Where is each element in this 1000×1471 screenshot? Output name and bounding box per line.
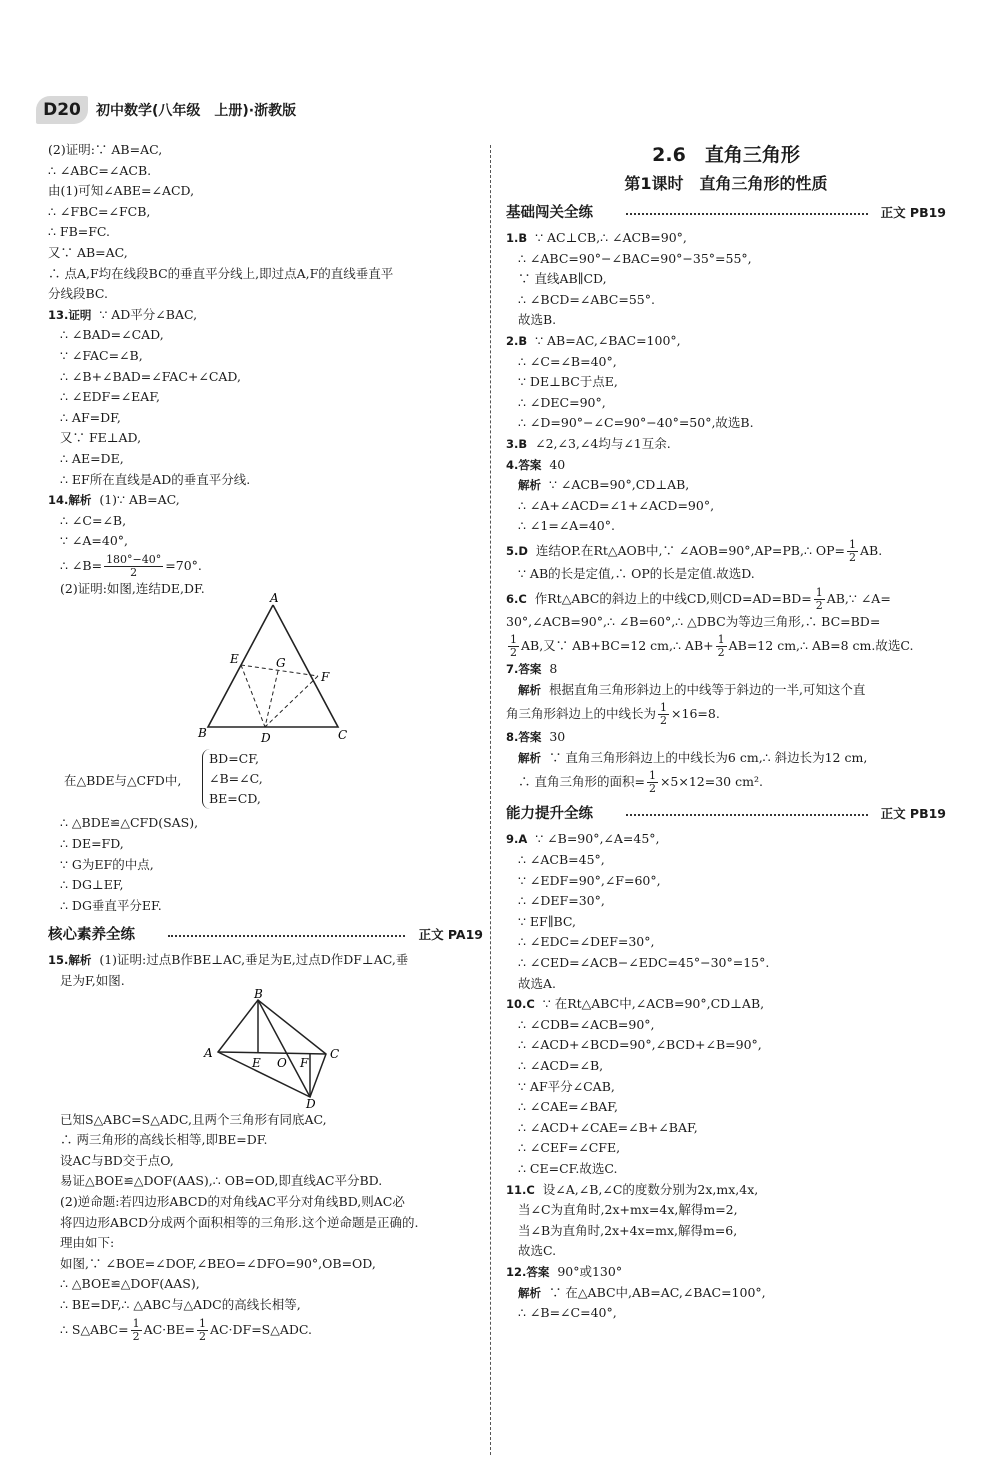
fraction: $\frac{1}{2}$ xyxy=(648,769,656,796)
section-header-ability: 能力提升全练 正文 PB19 xyxy=(506,801,946,827)
formula-line: 角三角形斜边上的中线长为 $\frac{1}{2}$ ×16=8. xyxy=(506,701,720,728)
fraction: $\frac{1}{2}$ xyxy=(717,633,725,660)
analysis-line: 解析 ∵ 直角三角形斜边上的中线长为6 cm,∴ 斜边长为12 cm, xyxy=(518,749,868,765)
point-label: A xyxy=(204,1045,213,1060)
answer-line: ∴ EF所在直线是AD的垂直平分线. xyxy=(60,471,251,487)
fraction: $\frac{1}{2}$ xyxy=(849,537,857,564)
answer-line: ∵ EF∥BC, xyxy=(518,913,577,929)
answer-line: ∴ ∠DEC=90°, xyxy=(518,394,606,410)
answer-line: ∵ DE⊥BC于点E, xyxy=(518,374,618,390)
fraction: $\frac{1}{2}$ xyxy=(510,633,517,660)
answer-line: ∴ DE=FD, xyxy=(60,836,124,852)
answer-line: 故选A. xyxy=(518,975,557,991)
answer-line: ∴ △BDE≌△CFD(SAS), xyxy=(60,815,199,831)
answer-line: ∴ ∠BAD=∠CAD, xyxy=(60,327,164,343)
answer-line: 足为F,如图. xyxy=(60,973,125,989)
point-label: C xyxy=(338,728,348,743)
answer-line: ∵ AB的长是定值,∴ OP的长是定值.故选D. xyxy=(518,565,755,581)
geometry-diagram xyxy=(48,591,483,749)
analysis-line: 解析 ∵ ∠ACB=90°,CD⊥AB, xyxy=(518,477,690,493)
point-label: C xyxy=(330,1046,340,1061)
point-label: F xyxy=(300,1055,309,1070)
answer-line: ∴ 两三角形的高线长相等,即BE=DF. xyxy=(60,1132,268,1148)
answer-line: ∴ BE=DF,∴ △ABC与△ADC的高线长相等, xyxy=(60,1296,301,1312)
answer-line: ∴ ∠ABC=90°−∠BAC=90°−35°=55°, xyxy=(518,250,752,266)
fraction: $\frac{1}{2}$ xyxy=(198,1316,206,1343)
answer-line: 故选C. xyxy=(518,1243,557,1259)
point-label: G xyxy=(276,656,286,671)
answer-line: ∴ ∠ACD+∠CAE=∠B+∠BAF, xyxy=(518,1119,698,1135)
answer-line: 易证△BOE≌△DOF(AAS),∴ OB=OD,即直线AC平分BD. xyxy=(60,1173,383,1189)
answer-line: ∴ 点A,F均在线段BC的垂直平分线上,即过点A,F的直线垂直平 xyxy=(48,265,394,281)
answer-line: (2)证明:∵ AB=AC, xyxy=(48,142,163,157)
answer-line: ∴ ∠CDB=∠ACB=90°, xyxy=(518,1016,655,1032)
answer-line: 设AC与BD交于点O, xyxy=(60,1152,174,1168)
right-column xyxy=(506,140,946,1324)
answer-line: ∴ ∠1=∠A=40°. xyxy=(518,518,615,534)
point-label: E xyxy=(230,652,239,667)
geometry-diagram xyxy=(48,986,483,1111)
answer-line: 又∵ AB=AC, xyxy=(48,244,128,260)
point-label: B xyxy=(198,726,207,741)
answer-line: 30°,∠ACB=90°,∴ ∠B=60°,∴ △DBC为等边三角形,∴ BC=BD= xyxy=(506,613,881,629)
answer-line: ∴ ∠A+∠ACD=∠1+∠ACD=90°, xyxy=(518,497,715,513)
left-column xyxy=(48,140,483,1343)
answer-line: ∴ △BOE≌△DOF(AAS), xyxy=(60,1276,200,1292)
analysis-line: 解析 ∵ 在△ABC中,AB=AC,∠BAC=100°, xyxy=(518,1284,766,1300)
answer-line: ∴ DG垂直平分EF. xyxy=(60,897,162,913)
answer-line: ∴ ∠EDC=∠DEF=30°, xyxy=(518,934,655,950)
question-4: 4.答案 40 xyxy=(506,456,566,472)
answer-line: ∴ ∠D=90°−∠C=90°−40°=50°,故选B. xyxy=(518,415,754,431)
point-label: D xyxy=(261,731,271,746)
answer-line: 当∠C为直角时,2x+mx=4x,解得m=2, xyxy=(518,1202,738,1218)
lesson-title: 第1课时 直角三角形的性质 xyxy=(624,174,828,193)
question-12: 12.答案 90°或130° xyxy=(506,1263,623,1279)
question-number: 14.解析 xyxy=(48,493,92,508)
answer-line: (2)证明:如图,连结DE,DF. xyxy=(60,580,205,596)
book-title: 初中数学(八年级 上册)·浙教版 xyxy=(96,103,297,119)
question-14 xyxy=(48,490,483,511)
question-number: 13.证明 xyxy=(48,307,92,322)
answer-line: ∴ ∠ACD=∠B, xyxy=(518,1058,604,1073)
section-header-basic: 基础闯关全练 正文 PB19 xyxy=(506,200,946,226)
answer-line: 又∵ FE⊥AD, xyxy=(60,430,142,446)
answer-line: ∴ ∠ACB=45°, xyxy=(518,852,605,868)
question-2: 2.B ∵ AB=AC,∠BAC=100°, xyxy=(506,332,681,348)
answer-line: (2)逆命题:若四边形ABCD的对角线AC平分对角线BD,则AC必 xyxy=(60,1194,405,1209)
answer-line: 如图,∵ ∠BOE=∠DOF,∠BEO=∠DFO=90°,OB=OD, xyxy=(60,1255,376,1271)
answer-line: ∴ ∠B=∠C=40°, xyxy=(518,1305,617,1321)
answer-line: ∴ ∠CEF=∠CFE, xyxy=(518,1140,621,1156)
question-6: 6.C 作Rt△ABC的斜边上的中线CD,则CD=AD=BD= $\frac{1}{2}$ AB,∵ ∠A= xyxy=(506,585,891,612)
question-15: 15.解析 (1)证明:过点B作BE⊥AC,垂足为E,过点D作DF⊥AC,垂 xyxy=(48,952,409,968)
question-9: 9.A ∵ ∠B=90°,∠A=45°, xyxy=(506,831,660,847)
answer-line: 由(1)可知∠ABE=∠ACD, xyxy=(48,183,195,199)
question-13 xyxy=(48,305,483,326)
answer-line: ∵ AF平分∠CAB, xyxy=(518,1078,615,1094)
page-header xyxy=(36,96,476,126)
fraction: $\frac{1}{2}$ xyxy=(815,585,823,612)
answer-line: ∴ CE=CF.故选C. xyxy=(518,1160,618,1176)
question-1: 1.B ∵ AC⊥CB,∴ ∠ACB=90°, xyxy=(506,230,687,245)
section-title: 2.6 直角三角形 xyxy=(652,144,800,166)
answer-text: (1)∵ AB=AC, xyxy=(99,492,180,508)
triangle-figure xyxy=(48,591,483,749)
question-8: 8.答案 30 xyxy=(506,729,566,745)
formula-line: ∴ S△ABC= $\frac{1}{2}$ AC·BE= $\frac{1}{2}$ AC·DF=S△ADC. xyxy=(60,1316,313,1343)
answer-line: ∴ DG⊥EF, xyxy=(60,877,124,893)
point-label: E xyxy=(252,1055,261,1070)
answer-line: ∴ ∠C=∠B, xyxy=(60,512,127,528)
answer-line: ∴ ∠B+∠BAD=∠FAC+∠CAD, xyxy=(60,368,241,384)
congruence-brace: 在△BDE与△CFD中, BD=CF, ∠B=∠C, BE=CD, xyxy=(48,749,483,813)
point-label: O xyxy=(277,1055,287,1070)
analysis-line: 解析 根据直角三角形斜边上的中线等于斜边的一半,可知这个直 xyxy=(518,681,866,697)
answer-line: 将四边形ABCD分成两个面积相等的三角形.这个逆命题是正确的. xyxy=(60,1214,419,1230)
formula-line: $\frac{1}{2}$ AB,又∵ AB+BC=12 cm,∴ AB+ $\frac{1}{2}$ AB=12 cm,∴ AB=8 cm.故选C. xyxy=(510,633,914,660)
answer-line: 分线段BC. xyxy=(48,286,109,302)
answer-line: ∴ ∠C=∠B=40°, xyxy=(518,353,617,369)
answer-line: ∵ G为EF的中点, xyxy=(60,856,154,872)
answer-line: ∴ ∠ACD+∠BCD=90°,∠BCD+∠B=90°, xyxy=(518,1037,762,1053)
answer-line: 当∠B为直角时,2x+4x=mx,解得m=6, xyxy=(518,1222,738,1238)
point-label: A xyxy=(270,591,279,606)
answer-line: ∴ ∠EDF=∠EAF, xyxy=(60,389,161,405)
formula-line: ∴ 直角三角形的面积= $\frac{1}{2}$ ×5×12=30 cm². xyxy=(518,769,763,796)
section-header-core: 核心素养全练 正文 PA19 xyxy=(48,922,483,948)
point-label: B xyxy=(254,986,263,1001)
question-10: 10.C ∵ 在Rt△ABC中,∠ACB=90°,CD⊥AB, xyxy=(506,996,765,1012)
answer-line: 故选B. xyxy=(518,312,557,328)
answer-line: ∵ ∠FAC=∠B, xyxy=(60,347,143,363)
answer-line: ∴ FB=FC. xyxy=(48,224,111,240)
answer-line: ∴ AF=DF, xyxy=(60,409,121,425)
page-number-badge: D20 xyxy=(36,96,88,124)
question-5: 5.D 连结OP.在Rt△AOB中,∵ ∠AOB=90°,AP=PB,∴ OP= $\frac{1}{2}$ AB. xyxy=(506,537,883,564)
question-7: 7.答案 8 xyxy=(506,661,558,677)
answer-line: ∴ ∠CAE=∠BAF, xyxy=(518,1099,618,1115)
answer-line: ∴ ∠FBC=∠FCB, xyxy=(48,203,151,219)
question-11: 11.C 设∠A,∠B,∠C的度数分别为2x,mx,4x, xyxy=(506,1181,759,1197)
answer-line: ∵ ∠EDF=90°,∠F=60°, xyxy=(518,872,661,888)
answer-line: 已知S△ABC=S△ADC,且两个三角形有同底AC, xyxy=(60,1111,327,1127)
answer-line: ∴ AE=DE, xyxy=(60,450,124,466)
column-divider xyxy=(490,145,491,1455)
answer-line: ∵ ∠A=40°, xyxy=(60,533,129,549)
point-label: D xyxy=(306,1096,316,1111)
fraction: $\frac{1}{2}$ xyxy=(660,701,668,728)
point-label: F xyxy=(321,670,330,685)
fraction: $\frac{180^\circ-40^\circ}{2}$ xyxy=(106,552,162,579)
quadrilateral-figure xyxy=(48,986,483,1111)
answer-line: ∴ ∠CED=∠ACB−∠EDC=45°−30°=15°. xyxy=(518,955,770,971)
answer-line: ∵ 直线AB∥CD, xyxy=(518,271,607,287)
fraction: $\frac{1}{2}$ xyxy=(132,1316,140,1343)
answer-text: ∵ AD平分∠BAC, xyxy=(99,306,198,322)
answer-line: ∴ ∠ABC=∠ACB. xyxy=(48,162,152,178)
answer-line: ∴ ∠BCD=∠ABC=55°. xyxy=(518,291,655,307)
answer-line: ∴ ∠DEF=30°, xyxy=(518,893,605,909)
answer-line: 理由如下: xyxy=(60,1235,115,1251)
formula-line: ∴ ∠B= $\frac{180^\circ-40^\circ}{2}$ =70°. xyxy=(60,552,202,579)
question-3: 3.B ∠2,∠3,∠4均与∠1互余. xyxy=(506,435,671,451)
question-number: 15.解析 xyxy=(48,953,92,968)
